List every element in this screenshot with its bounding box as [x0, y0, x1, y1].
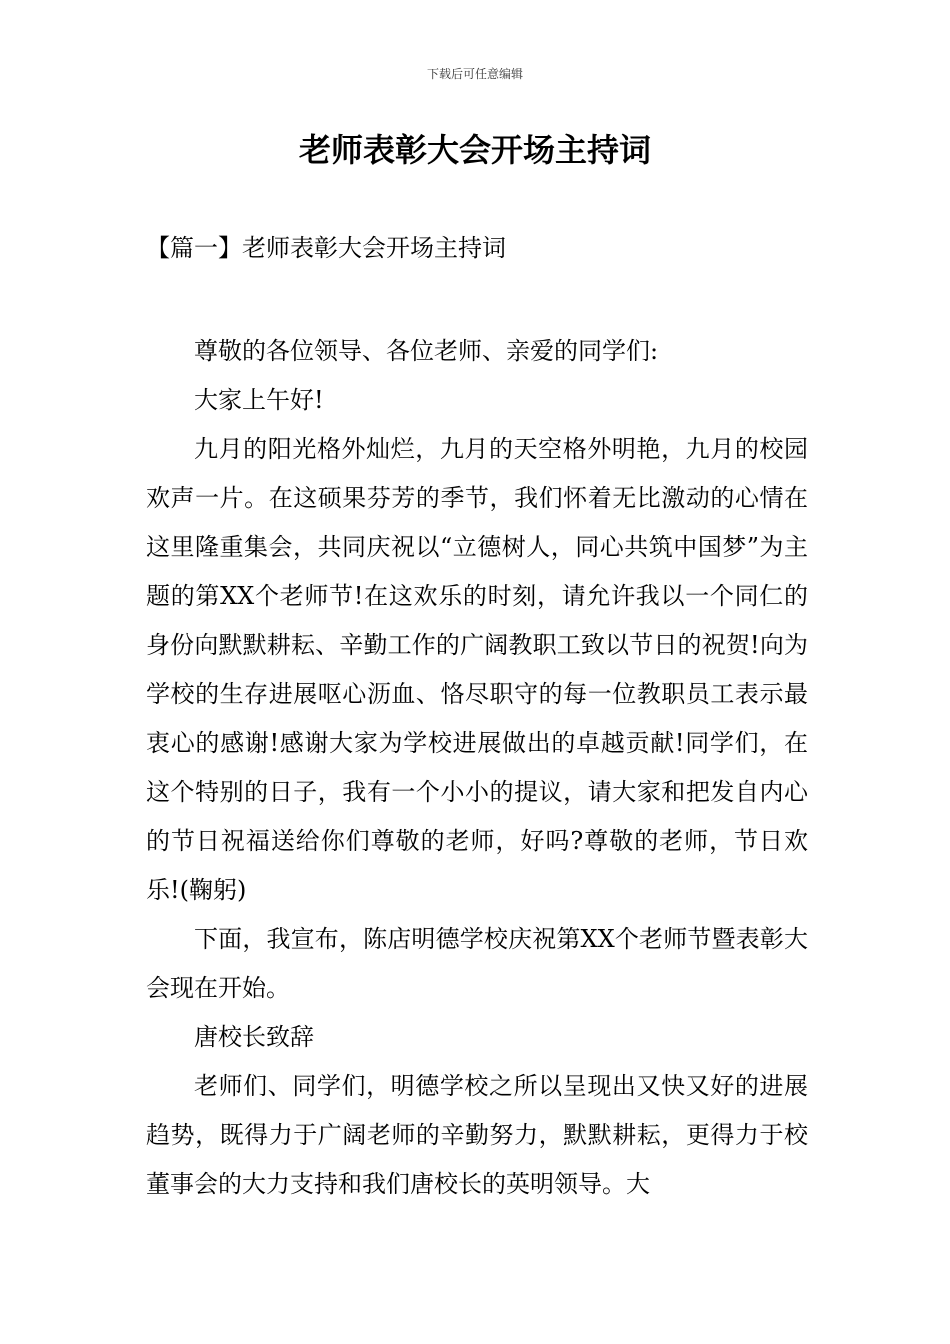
- paragraph-good-morning: 大家上午好!: [194, 386, 324, 414]
- paragraph-announcement: 下面，我宣布，陈店明德学校庆祝第XX个老师节暨表彰大会现在开始。: [146, 925, 808, 1002]
- paragraph-greeting: 尊敬的各位领导、各位老师、亲爱的同学们:: [194, 337, 659, 365]
- document-title: 老师表彰大会开场主持词: [298, 131, 651, 169]
- header-note: 下载后可任意编辑: [426, 67, 523, 81]
- document-body: [146, 327, 808, 1209]
- paragraph-opening: 九月的阳光格外灿烂，九月的天空格外明艳，九月的校园欢声一片。在这硕果芬芳的季节，我们怀着无比激动的心情在这里隆重集会，共同庆祝以“立德树人，同心共筑中国梦”为主题的第XX个老师节!在这欢乐的时刻，请允许我以一个同仁的身份向默默耕耘、辛勤工作的广阔教职工致以节日的祝贺!向为学校的生存进展呕心沥血、恪尽职守的每一位教职员工表示最衷心的感谢!感谢大家为学校进展做出的卓越贡献!同学们，在这个特别的日子，我有一个小小的提议，请大家和把发自内心的节日祝福送给你们尊敬的老师，好吗?尊敬的老师，节日欢乐!(鞠躬): [146, 435, 808, 904]
- paragraph-closing: 老师们、同学们，明德学校之所以呈现出又快又好的进展趋势，既得力于广阔老师的辛勤努力，默默耕耘，更得力于校董事会的大力支持和我们唐校长的英明领导。大: [146, 1072, 808, 1198]
- section-heading: 【篇一】老师表彰大会开场主持词: [146, 234, 506, 262]
- paragraph-principal-speech: 唐校长致辞: [194, 1023, 314, 1051]
